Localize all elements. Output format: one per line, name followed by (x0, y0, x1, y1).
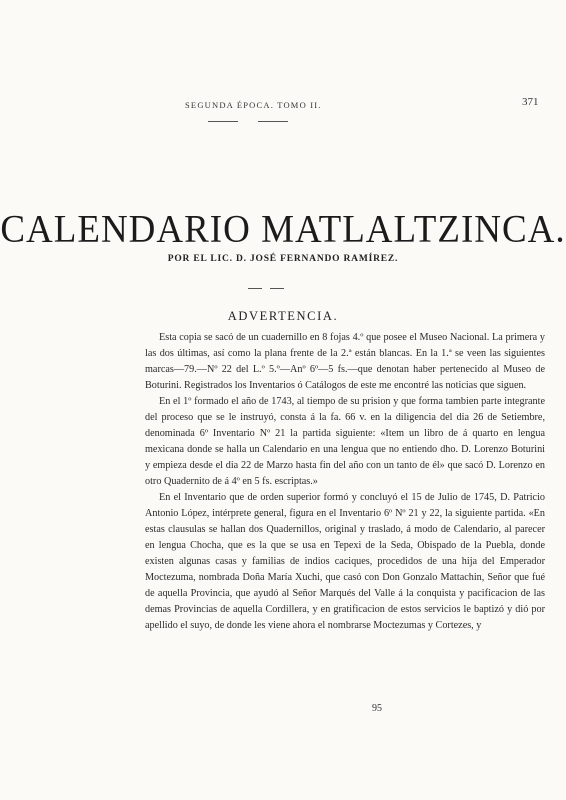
running-head: SEGUNDA ÉPOCA. TOMO II. (185, 100, 322, 110)
byline-rule-left (248, 288, 262, 289)
section-heading: ADVERTENCIA. (227, 309, 339, 323)
paragraph: En el 1º formado el año de 1743, al tiempo de su prision y que forma tambien parte integrante del proceso que se le instruyó, consta á la fa. 66 v. en la diligencia del dia 26 de Setiembre, denominada 6º Inventario Nº 21 la partida siguiente: «Item un libro de á quarto en lengua mexicana donde se halla un Calendario en una lengua que no entiendo dho. D. Lorenzo Boturini y empieza desde el dia 22 de Marzo hasta fin del año con un tanto de él» que sacó D. Lorenzo en otro Quadernito de á 4º en 5 fs. escriptas.» (145, 396, 545, 487)
article-byline: POR EL LIC. D. JOSÉ FERNANDO RAMÍREZ. (167, 254, 399, 264)
folio: 95 (372, 703, 382, 714)
page-number: 371 (522, 96, 539, 108)
article-title: CALENDARIO MATLALTZINCA. (0, 207, 566, 252)
paragraph: En el Inventario que de orden superior formó y concluyó el 15 de Julio de 1745, D. Patricio Antonio López, intérprete general, figura en el Inventario 6º Nº 21 y 22, la siguiente partida. «En estas clausulas se hallan dos Quadernillos, original y traslado, á modo de Calendario, al parecer en lengua Chocha, que es la que se usa en Tepexi de la Seda, Obispado de la Puebla, donde existen algunas casas y familias de indios caciques, procedidos de una hija del Emperador Moctezuma, nombrada Doña María Xuchi, que casó con Don Gonzalo Mattachin, Señor que fué de aquella Provincia, que ayudó al Señor Marqués del Valle á la conquista y pacificacion de las demas Provincias de aquella Cordillera, y en gratificacion de estos servicios le baptizó y dió por apellido el suyo, de donde les viene ahora el nombrarse Moctezumas y Cortezes, y (145, 492, 545, 631)
body-text (145, 330, 545, 634)
byline-rule-right (270, 288, 284, 289)
header-rule-right (258, 121, 288, 122)
paragraph: Esta copia se sacó de un cuadernillo en 8 fojas 4.º que posee el Museo Nacional. La primera y las dos últimas, así como la plana frente de la 2.ª están blancas. En la 1.ª se veen las siguientes marcas—79.—Nº 22 del L.º 5.º—Anº 6º—5 fs.—que denotan haber pertenecido al Museo de Boturini. Registrados los Inventarios ó Catálogos de este me encontré las noticias que siguen. (145, 332, 545, 391)
header-rule-left (208, 121, 238, 122)
